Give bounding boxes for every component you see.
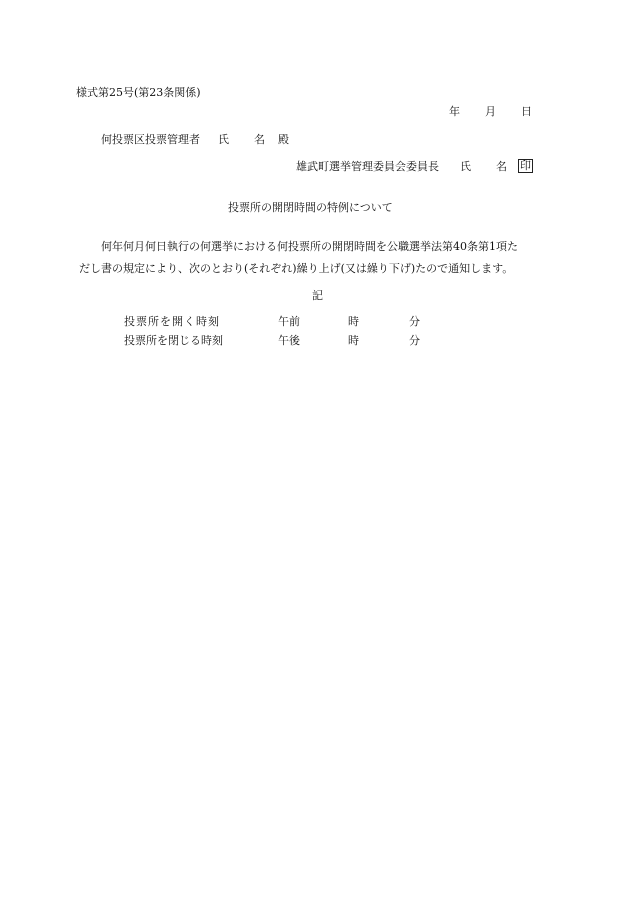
body-line-2: だし書の規定により、次のとおり(それぞれ)繰り上げ(又は繰り下げ)たので通知します。 [79,262,514,275]
addressee-name-label-2: 名 [254,133,265,146]
row-hour-open: 時 [348,315,359,328]
subject-heading: 投票所の開閉時間の特例について [228,201,393,214]
row-period-open: 午前 [278,315,300,328]
year-label: 年 [449,105,460,118]
row-hour-close: 時 [348,334,359,347]
sender-title: 雄武町選挙管理委員会委員長 [296,160,439,173]
form-number: 様式第25号(第23条関係) [76,86,201,99]
body-line-1: 何年何月何日執行の何選挙における何投票所の開閉時間を公職選挙法第40条第1項た [101,240,518,253]
row-label-open: 投票所を開く時刻 [124,315,220,328]
month-label: 月 [485,105,496,118]
addressee-name-label-1: 氏 [218,133,229,146]
row-label-close: 投票所を閉じる時刻 [124,334,223,347]
row-minute-open: 分 [409,315,420,328]
sender-name-label-2: 名 [496,160,507,173]
day-label: 日 [521,105,532,118]
addressee-title: 何投票区投票管理者 [101,133,200,146]
ki-heading: 記 [312,289,323,302]
sender-name-label-1: 氏 [460,160,471,173]
addressee-honorific: 殿 [278,133,289,146]
row-period-close: 午後 [278,334,300,347]
seal-mark: 印 [520,159,531,172]
row-minute-close: 分 [409,334,420,347]
